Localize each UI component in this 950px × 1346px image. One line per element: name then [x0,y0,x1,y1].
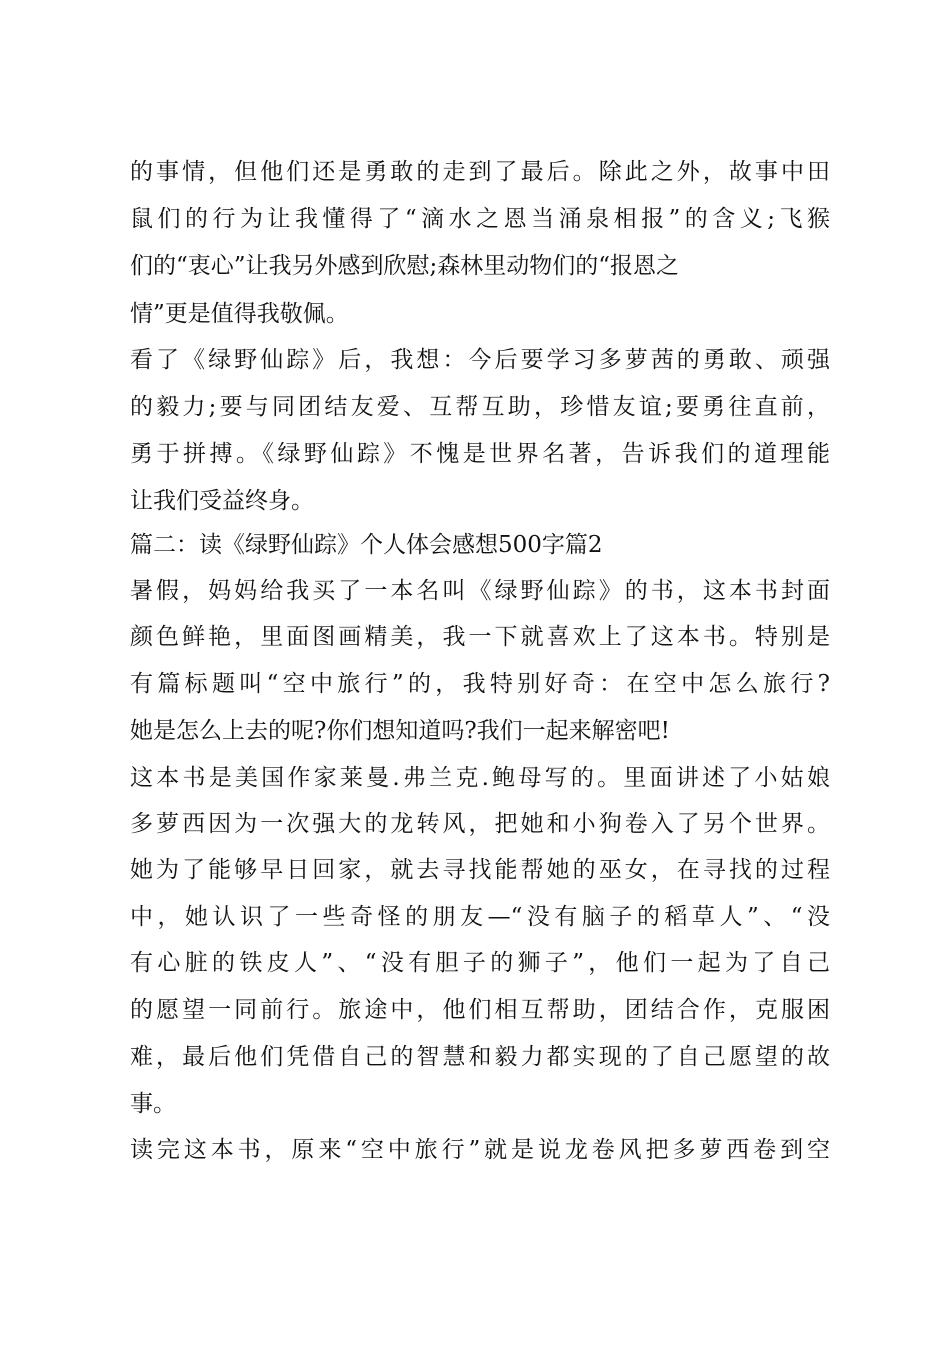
text-line: 有篇标题叫“空中旅行”的，我特别好奇：在空中怎么旅行? [130,671,830,697]
text-line: 暑假，妈妈给我买了一本名叫《绿野仙踪》的书，这本书封面 [130,578,830,604]
text-line: 情”更是值得我敬佩。 [130,301,349,327]
text-line: 有心脏的铁皮人”、“没有胆子的狮子”，他们一起为了自己 [130,950,830,976]
text-line: 的毅力;要与同团结友爱、互帮互助，珍惜友谊;要勇往直前， [130,394,830,420]
text-line: 勇于拼搏。《绿野仙踪》不愧是世界名著，告诉我们的道理能 [130,441,830,467]
text-line: 让我们受益终身。 [130,488,314,514]
text-line: 她为了能够早日回家，就去寻找能帮她的巫女，在寻找的过程 [130,857,830,883]
text-line: 中，她认识了一些奇怪的朋友—“没有脑子的稻草人”、“没 [130,904,830,930]
text-line: 读完这本书，原来“空中旅行”就是说龙卷风把多萝西卷到空 [130,1137,830,1163]
text-line: 的愿望一同前行。旅途中，他们相互帮助，团结合作，克服困 [130,997,830,1023]
text-line: 鼠们的行为让我懂得了“滴水之恩当涌泉相报”的含义;飞猴 [130,206,830,232]
text-line: 这本书是美国作家莱曼.弗兰克.鲍母写的。里面讲述了小姑娘 [130,765,830,791]
text-line: 多萝西因为一次强大的龙转风，把她和小狗卷入了另个世界。 [130,811,830,837]
text-line: 颜色鲜艳，里面图画精美，我一下就喜欢上了这本书。特别是 [130,624,830,650]
text-line: 难，最后他们凭借自己的智慧和毅力都实现的了自己愿望的故 [130,1044,830,1070]
text-line: 事。 [130,1091,176,1117]
text-line: 她是怎么上去的呢?你们想知道吗?我们一起来解密吧! [130,718,670,744]
text-line: 的事情，但他们还是勇敢的走到了最后。除此之外，故事中田 [130,159,830,185]
text-line: 们的“衷心”让我另外感到欣慰;森林里动物们的“报恩之 [130,253,680,279]
text-line: 看了《绿野仙踪》后，我想：今后要学习多萝茜的勇敢、顽强 [130,347,830,373]
section-heading: 篇二：读《绿野仙踪》个人体会感想500字篇2 [130,532,603,558]
